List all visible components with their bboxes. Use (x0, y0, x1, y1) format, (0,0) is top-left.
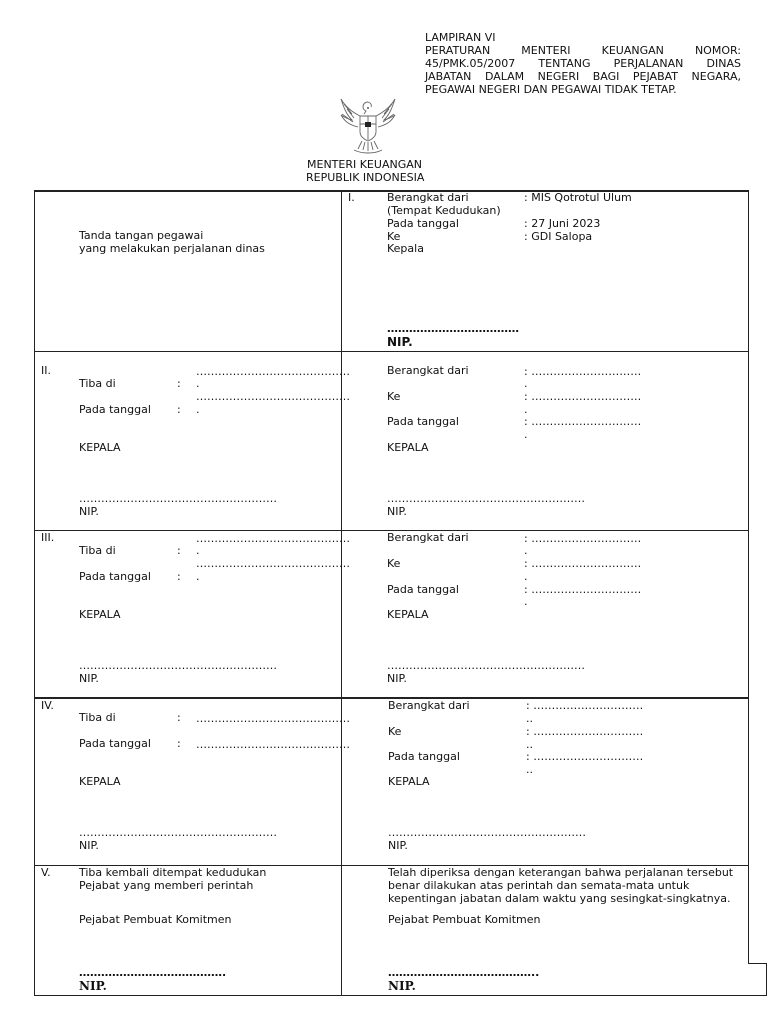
section-numeral: II. (41, 364, 51, 377)
colon: : (177, 377, 181, 390)
kepala-label: KEPALA (79, 441, 121, 454)
traveler-signature-label: yang melakukan perjalanan dinas (79, 242, 265, 255)
value-field-tail: . (524, 544, 528, 557)
dotted-field: …………………………………… (196, 365, 350, 378)
signature-line: …………………………………. (79, 966, 227, 979)
dotted-field: …………………………………… (196, 390, 350, 403)
dotted-field-tail: . (196, 544, 200, 557)
pejabat-pembuat-komitmen-label: Pejabat Pembuat Komitmen (388, 913, 541, 926)
berangkat-label: Berangkat dari (387, 531, 469, 544)
value-field: : ………………………… (524, 583, 642, 596)
kepala-label: KEPALA (388, 775, 430, 788)
table-border-right (748, 190, 749, 964)
lampiran-heading: LAMPIRAN VI (425, 31, 496, 44)
regulation-line: 45/PMK.05/2007 TENTANG PERJALANAN DINAS (425, 57, 741, 70)
ke-label: Ke (387, 557, 401, 570)
value-field: : ………………………… (524, 365, 642, 378)
value-field-tail: . (524, 570, 528, 583)
nip-label: NIP. (388, 839, 408, 852)
value-field-tail: .. (526, 763, 533, 776)
section-numeral: I. (348, 191, 355, 204)
pada-tanggal-value: : 27 Juni 2023 (524, 217, 601, 230)
regulation-reference (425, 44, 741, 96)
dotted-field-tail: . (196, 403, 200, 416)
dotted-field: …………………………………… (196, 557, 350, 570)
table-border-left (34, 190, 35, 996)
value-field: : ………………………… (524, 557, 642, 570)
dotted-field: …………………………………… (196, 532, 350, 545)
pada-tanggal-label: Pada tanggal (79, 737, 151, 750)
pejabat-pembuat-komitmen-label: Pejabat Pembuat Komitmen (79, 913, 232, 926)
nip-label: NIP. (387, 505, 407, 518)
signature-line: ……………………………………………… (79, 826, 277, 839)
nip-label: NIP. (387, 335, 413, 349)
section-numeral: III. (41, 531, 55, 544)
signature-line: ……………………………………………… (79, 659, 277, 672)
dotted-field-tail: . (196, 570, 200, 583)
pada-tanggal-label: Pada tanggal (79, 570, 151, 583)
pada-tanggal-label: Pada tanggal (387, 217, 459, 230)
tiba-di-label: Tiba di (79, 711, 116, 724)
value-field-tail: . (524, 595, 528, 608)
ke-label: Ke (387, 230, 401, 243)
column-divider (341, 190, 342, 996)
nip-label: NIP. (79, 979, 107, 993)
verification-statement: Telah diperiksa dengan keterangan bahwa perjalanan tersebut benar dilakukan atas perintah dan semata-mata untuk kepentingan jabatan dalam waktu yang sesingkat-singkatnya. (388, 866, 734, 905)
value-field: : ………………………… (524, 415, 642, 428)
traveler-signature-label: Tanda tangan pegawai (79, 229, 204, 242)
nip-label: NIP. (79, 839, 99, 852)
kepala-label: KEPALA (387, 608, 429, 621)
value-field-tail: . (524, 428, 528, 441)
dotted-field-tail: . (196, 377, 200, 390)
value-field-tail: . (524, 377, 528, 390)
pada-tanggal-label: Pada tanggal (388, 750, 460, 763)
right-edge-stub (748, 963, 767, 964)
tiba-di-label: Tiba di (79, 544, 116, 557)
value-field-tail: .. (526, 738, 533, 751)
tiba-di-label: Tiba di (79, 377, 116, 390)
minister-title: MENTERI KEUANGAN (307, 158, 422, 171)
colon: : (177, 570, 181, 583)
regulation-line: PEGAWAI NEGERI DAN PEGAWAI TIDAK TETAP. (425, 83, 677, 96)
value-field-tail: . (524, 403, 528, 416)
colon: : (177, 403, 181, 416)
colon: : (177, 737, 181, 750)
nip-label: NIP. (79, 505, 99, 518)
pada-tanggal-label: Pada tanggal (387, 415, 459, 428)
signature-line: ……………………………… (387, 322, 519, 335)
ordering-official-label: Pejabat yang memberi perintah (79, 879, 254, 892)
row-divider (34, 351, 749, 352)
signature-line: ……………………………………………… (387, 492, 585, 505)
signature-line: ……………………………………………… (387, 659, 585, 672)
value-field-tail: .. (526, 712, 533, 725)
garuda-emblem-icon (336, 94, 400, 158)
pada-tanggal-label: Pada tanggal (79, 403, 151, 416)
ke-value: : GDI Salopa (524, 230, 593, 243)
kepala-label: Kepala (387, 242, 424, 255)
table-border-bottom (34, 995, 767, 996)
dotted-field: …………………………………… (196, 738, 350, 751)
berangkat-label: Berangkat dari (387, 191, 469, 204)
right-edge-stub (766, 963, 767, 996)
berangkat-value: : MIS Qotrotul Ulum (524, 191, 632, 204)
value-field: : ………………………… (526, 699, 644, 712)
kepala-label: KEPALA (79, 608, 121, 621)
colon: : (177, 544, 181, 557)
section-numeral: IV. (41, 699, 54, 712)
minister-country: REPUBLIK INDONESIA (306, 171, 425, 184)
signature-line: ……………………………………………… (79, 492, 277, 505)
nip-label: NIP. (387, 672, 407, 685)
pada-tanggal-label: Pada tanggal (387, 583, 459, 596)
nip-label: NIP. (388, 979, 416, 993)
signature-line: ……………………………………………… (388, 826, 586, 839)
return-label: Tiba kembali ditempat kedudukan (79, 866, 267, 879)
value-field: : ………………………… (526, 750, 644, 763)
tempat-kedudukan-label: (Tempat Kedudukan) (387, 204, 501, 217)
ke-label: Ke (388, 725, 402, 738)
value-field: : ………………………… (524, 532, 642, 545)
dotted-field: …………………………………… (196, 712, 350, 725)
regulation-line: PERATURAN MENTERI KEUANGAN NOMOR: (425, 44, 741, 57)
signature-line: ………………………………….. (388, 966, 540, 979)
section-numeral: V. (41, 866, 51, 879)
colon: : (177, 711, 181, 724)
value-field: : ………………………… (526, 725, 644, 738)
berangkat-label: Berangkat dari (388, 699, 470, 712)
regulation-line: JABATAN DALAM NEGERI BAGI PEJABAT NEGARA, (425, 70, 741, 83)
value-field: : ………………………… (524, 390, 642, 403)
kepala-label: KEPALA (387, 441, 429, 454)
berangkat-label: Berangkat dari (387, 364, 469, 377)
ke-label: Ke (387, 390, 401, 403)
kepala-label: KEPALA (79, 775, 121, 788)
nip-label: NIP. (79, 672, 99, 685)
